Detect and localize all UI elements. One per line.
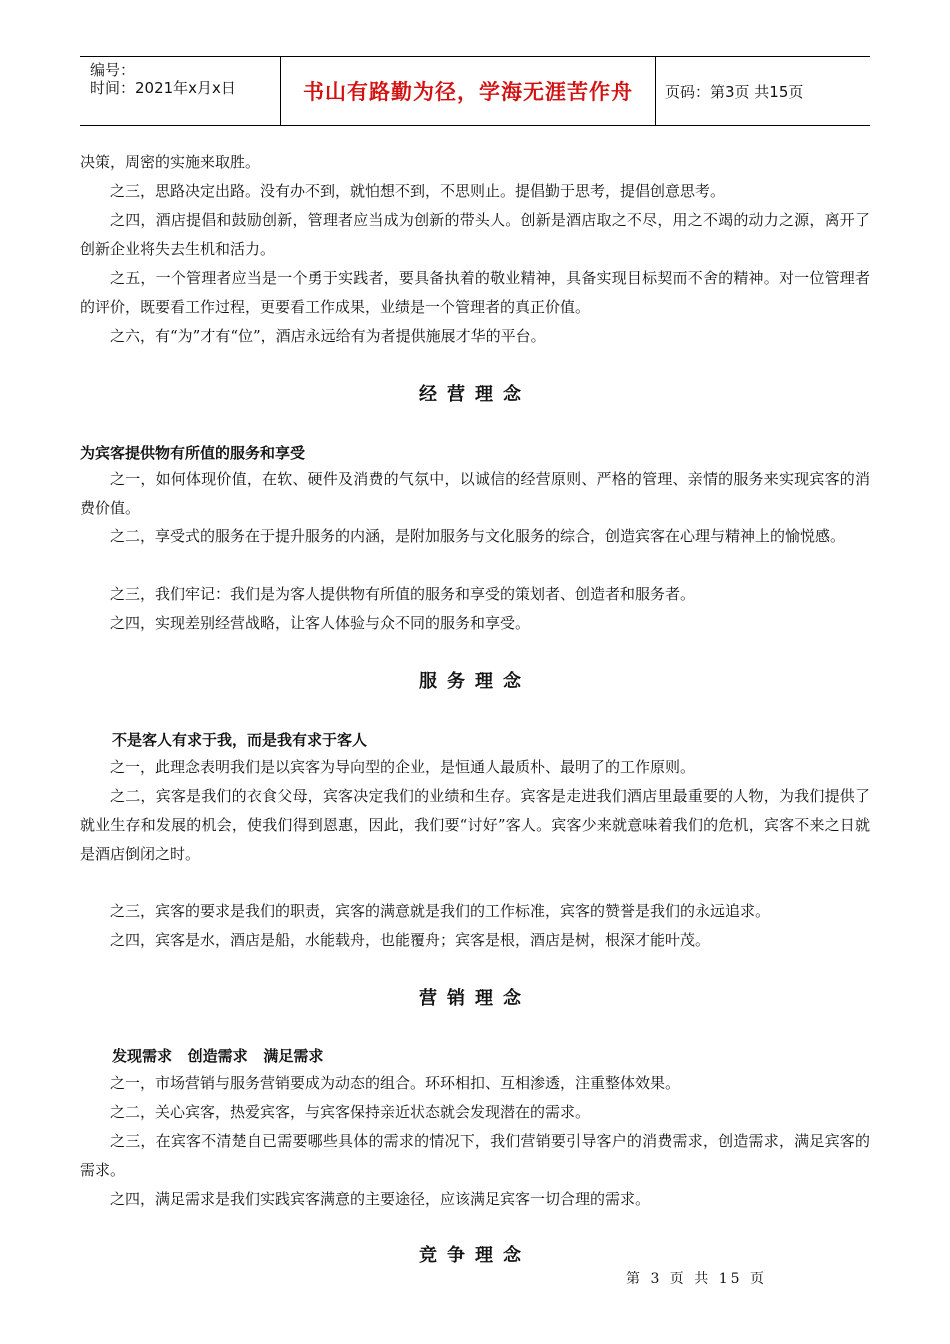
- paragraph: 之四，实现差别经营战略，让客人体验与众不同的服务和享受。: [110, 614, 531, 632]
- paragraph: 之三，思路决定出路。没有办不到，就怕想不到，不思则止。提倡勤于思考，提倡创意思考。: [110, 182, 726, 200]
- paragraph: 之六，有“为”才有“位”，酒店永远给有为者提供施展才华的平台。: [110, 327, 546, 345]
- paragraph: 之三，在宾客不清楚自已需要哪些具体的需求的情况下，我们营销要引导客户的消费需求，创造需求，满足宾客的需求。: [80, 1132, 870, 1179]
- section-subtitle-service: 不是客人有求于我，而是我有求于客人: [112, 731, 368, 749]
- section-heading-competition: 竞争理念: [419, 1245, 531, 1266]
- section-heading-operation: 经营理念: [419, 384, 531, 405]
- paragraph: 之三，我们牢记：我们是为客人提供物有所值的服务和享受的策划者、创造者和服务者。: [110, 585, 696, 603]
- paragraph: 之四，满足需求是我们实践宾客满意的主要途径，应该满足宾客一切合理的需求。: [110, 1190, 651, 1208]
- paragraph: 之三，宾客的要求是我们的职责，宾客的满意就是我们的工作标准，宾客的赞誉是我们的永远追求。: [110, 902, 771, 920]
- header-motto: 书山有路勤为径，学海无涯苦作舟: [303, 80, 633, 104]
- paragraph: 之一，此理念表明我们是以宾客为导向型的企业，是恒通人最质朴、最明了的工作原则。: [110, 758, 696, 776]
- paragraph: 之四，宾客是水，酒店是船，水能载舟，也能覆舟；宾客是根，酒店是树，根深才能叶茂。: [110, 931, 711, 949]
- section-heading-marketing: 营销理念: [419, 988, 531, 1009]
- header-page-info: 页码：第3页 共15页: [665, 82, 804, 101]
- paragraph: 决策，周密的实施来取胜。: [80, 153, 261, 171]
- paragraph: 之二，宾客是我们的衣食父母，宾客决定我们的业绩和生存。宾客是走进我们酒店里最重要的人物，为我们提供了就业生存和发展的机会，使我们得到恩惠，因此，我们要“讨好”客人。宾客少来就意味着我们的危机，宾客不来之日就是酒店倒闭之时。: [80, 787, 870, 863]
- header-page-cell: [655, 57, 870, 125]
- section-heading-service: 服务理念: [419, 671, 531, 692]
- document-number-label: 编号：: [90, 61, 136, 79]
- section-subtitle-operation: 为宾客提供物有所值的服务和享受: [80, 444, 306, 462]
- paragraph: 之二，关心宾客，热爱宾客，与宾客保持亲近状态就会发现潜在的需求。: [110, 1103, 591, 1121]
- paragraph: 之五，一个管理者应当是一个勇于实践者，要具备执着的敬业精神，具备实现目标契而不舍的精神。对一位管理者的评价，既要看工作过程，更要看工作成果，业绩是一个管理者的真正价值。: [80, 269, 870, 316]
- document-time-label: 时间：2021年x月x日: [90, 79, 236, 97]
- paragraph: 之一，市场营销与服务营销要成为动态的组合。环环相扣、互相渗透，注重整体效果。: [110, 1074, 681, 1092]
- page-footer: 第 3 页 共 15 页: [626, 1271, 767, 1287]
- header-motto-cell: [280, 57, 656, 125]
- header-meta-cell: [80, 57, 280, 125]
- paragraph: 之一，如何体现价值，在软、硬件及消费的气氛中，以诚信的经营原则、严格的管理、亲情的服务来实现宾客的消费价值。: [80, 470, 870, 517]
- section-subtitle-marketing: 发现需求 创造需求 满足需求: [112, 1047, 324, 1065]
- document-header: [80, 56, 870, 126]
- paragraph: 之二，享受式的服务在于提升服务的内涵，是附加服务与文化服务的综合，创造宾客在心理与精神上的愉悦感。: [110, 527, 846, 545]
- paragraph: 之四，酒店提倡和鼓励创新，管理者应当成为创新的带头人。创新是酒店取之不尽，用之不竭的动力之源，离开了创新企业将失去生机和活力。: [80, 211, 870, 258]
